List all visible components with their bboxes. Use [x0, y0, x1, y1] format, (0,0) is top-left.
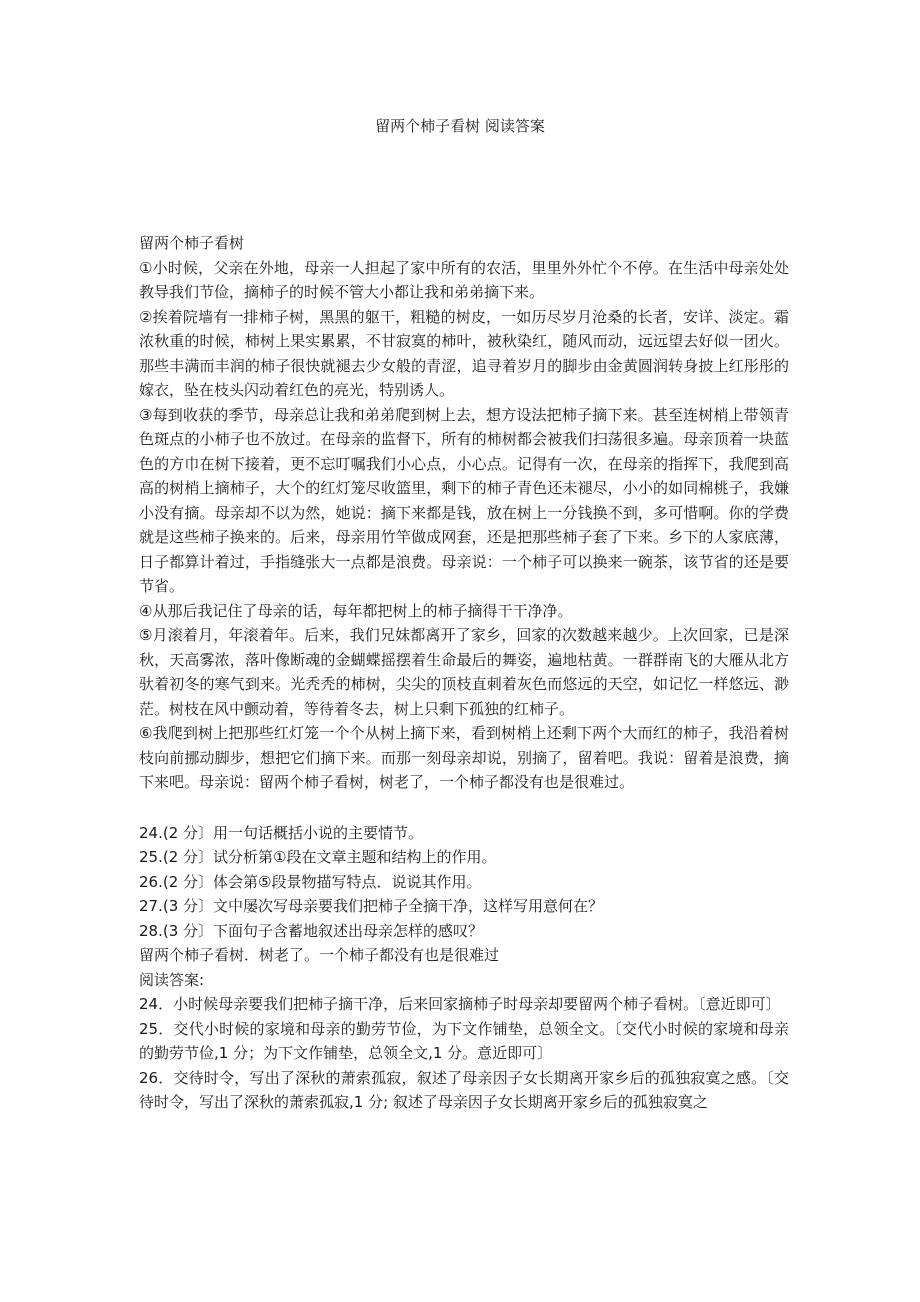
paragraph-3: ③每到收获的季节，母亲总让我和弟弟爬到树上去，想方设法把柿子摘下来。甚至连树梢上带领青色斑点的小柿子也不放过。在母亲的监督下，所有的柿树都会被我们扫荡很多遍。母亲顶着一块蓝色的方巾在树下接着，更不忘叮嘱我们小心点，小心点。记得有一次，在母亲的指挥下，我爬到高高的树梢上摘柿子，大个的红灯笼尽收篮里，剩下的柿子青色还未褪尽，小小的如同棉桃子，我嫌小没有摘。母亲却不以为然，她说：摘下来都是钱，放在树上一分钱换不到，多可惜啊。你的学费就是这些柿子换来的。后来，母亲用竹竿做成网套，还是把那些柿子套了下来。乡下的人家底薄，日子都算计着过，手指缝张大一点都是浪费。母亲说：一个柿子可以换来一碗茶，该节省的还是要节省。: [139, 405, 789, 595]
paragraph-1: ①小时候，父亲在外地，母亲一人担起了家中所有的农活，里里外外忙个不停。在生活中母亲处处教导我们节俭，摘柿子的时候不管大小都让我和弟弟摘下来。: [139, 258, 789, 301]
answers-heading: 阅读答案:: [139, 970, 205, 989]
question-26: 26.(2 分〕体会第⑤段景物描写特点．说说其作用。: [139, 872, 482, 891]
paragraph-6: ⑥我爬到树上把那些红灯笼一个个从树上摘下来，看到树梢上还剩下两个大而红的柿子，我沿着树枝向前挪动脚步，想把它们摘下来。而那一刻母亲却说，别摘了，留着吧。我说：留着是浪费，摘下来吧。母亲说：留两个柿子看树，树老了，一个柿子都没有也是很难过。: [139, 724, 789, 791]
document-body: [139, 231, 789, 1115]
answer-26: 26．交待时令，写出了深秋的萧索孤寂，叙述了母亲因子女长期离开家乡后的孤独寂寞之感。〔交待时令，写出了深秋的萧索孤寂,1 分; 叙述了母亲因子女长期离开家乡后的孤独寂寞之: [139, 1068, 789, 1111]
section-spacer: [139, 795, 789, 821]
paragraph-4: ④从那后我记住了母亲的话，每年都把树上的柿子摘得干干净净。: [139, 601, 573, 620]
article-title: 留两个柿子看树: [139, 234, 245, 252]
question-28-quote: 留两个柿子看树．树老了。一个柿子都没有也是很难过: [139, 946, 500, 964]
paragraph-2: ②挨着院墙有一排柿子树，黑黑的躯干，粗糙的树皮，一如历尽岁月沧桑的长者，安详、淡定。霜浓秋重的时候，柿树上果实累累，不甘寂寞的柿叶，被秋染红，随风而动，远远望去好似一团火。那些丰满而丰润的柿子很快就褪去少女般的青涩，追寻着岁月的脚步由金黄圆润转身披上红彤彤的嫁衣，坠在枝头闪动着红色的亮光，特别诱人。: [139, 307, 789, 399]
paragraph-5: ⑤月滚着月，年滚着年。后来，我们兄妹都离开了家乡，回家的次数越来越少。上次回家，已是深秋，天高雾浓，落叶像断魂的金蝴蝶摇摆着生命最后的舞姿，遍地枯黄。一群群南飞的大雁从北方驮着初冬的寒气到来。光秃秃的柿树，尖尖的顶枝直刺着灰色而悠远的天空，如记忆一样悠远、渺茫。树枝在风中颤动着，等待着冬去，树上只剩下孤独的红柿子。: [139, 626, 789, 718]
answer-25: 25．交代小时候的家境和母亲的勤劳节俭，为下文作铺垫，总领全文。〔交代小时候的家境和母亲的勤劳节俭,1 分；为下文作铺垫，总领全文,1 分。意近即可〕: [139, 1019, 789, 1062]
answer-24: 24．小时候母亲要我们把柿子摘干净，后来回家摘柿子时母亲却要留两个柿子看树。〔意近即可〕: [139, 995, 781, 1013]
document-title: 留两个柿子看树 阅读答案: [375, 117, 545, 135]
question-24: 24.(2 分〕用一句话概括小说的主要情节。: [139, 823, 424, 842]
question-25: 25.(2 分〕试分析第①段在文章主题和结构上的作用。: [139, 848, 497, 866]
question-27: 27.(3 分〕文中屡次写母亲要我们把柿子全摘干净，这样写用意何在？: [139, 897, 604, 915]
question-28: 28.(3 分〕下面句子含蓄地叙述出母亲怎样的感叹？: [139, 921, 484, 940]
